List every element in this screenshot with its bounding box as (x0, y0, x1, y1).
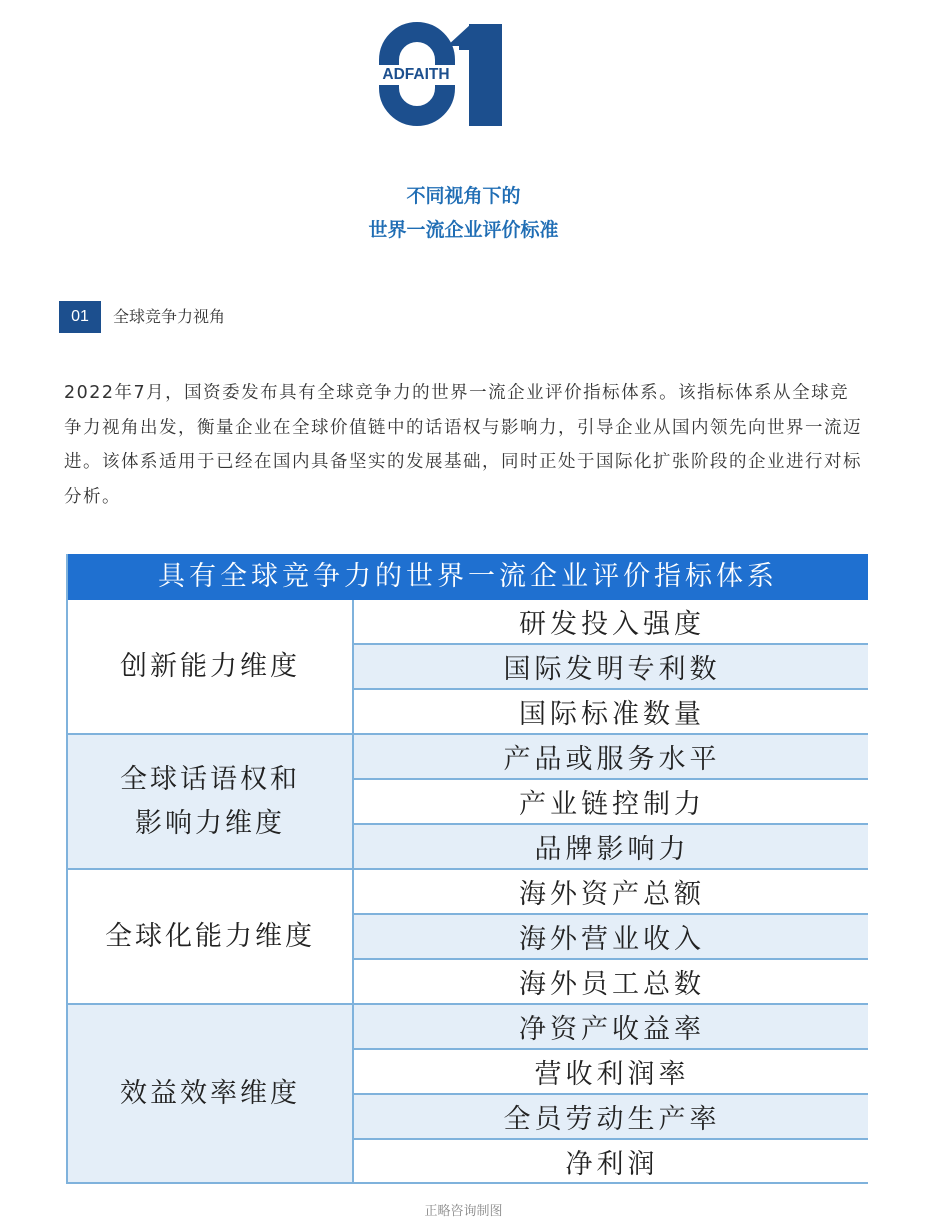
dimension-cell (68, 735, 354, 870)
indicator-table (66, 554, 868, 1184)
section-label: 全球竞争力视角 (113, 307, 226, 326)
dimension-label: 效益效率维度 (120, 1078, 300, 1109)
dimension-cell (68, 870, 354, 1005)
section-number-badge: 01 (59, 301, 101, 333)
heading-line-1: 不同视角下的 (406, 185, 521, 207)
indicator-cell: 营收利润率 (354, 1050, 868, 1095)
indicator-cell: 净利润 (354, 1140, 868, 1184)
indicator-cell: 产业链控制力 (354, 780, 868, 825)
dimension-cell (68, 1005, 354, 1184)
intro-paragraph: 2022年7月，国资委发布具有全球竞争力的世界一流企业评价指标体系。该指标体系从全球竞争力视角出发，衡量企业在全球价值链中的话语权与影响力，引导企业从国内领先向世界一流迈进。该体系适用于已经在国内具备坚实的发展基础，同时正处于国际化扩张阶段的企业进行对标分析。 (64, 383, 862, 507)
heading-line-2: 世界一流企业评价标准 (368, 219, 559, 241)
indicator-cell: 国际发明专利数 (354, 645, 868, 690)
dimension-label: 全球化能力维度 (105, 920, 315, 952)
logo-brand-text: ADFAITH (373, 65, 459, 85)
dimension-cell (68, 600, 354, 735)
indicator-cell: 国际标准数量 (354, 690, 868, 735)
indicator-cell: 海外资产总额 (354, 870, 868, 915)
indicator-cell: 品牌影响力 (354, 825, 868, 870)
dimension-label: 创新能力维度 (120, 650, 300, 682)
logo-digit-one (469, 24, 502, 126)
indicator-cell: 产品或服务水平 (354, 735, 868, 780)
dimension-label: 全球话语权和 影响力维度 (120, 763, 300, 839)
adfaith-logo (375, 22, 535, 132)
indicator-cell: 全员劳动生产率 (354, 1095, 868, 1140)
table-title: 具有全球竞争力的世界一流企业评价指标体系 (68, 554, 868, 600)
indicator-cell: 研发投入强度 (354, 600, 868, 645)
figure-caption: 正略咨询制图 (424, 1204, 503, 1219)
indicator-cell: 海外营业收入 (354, 915, 868, 960)
indicator-cell: 净资产收益率 (354, 1005, 868, 1050)
indicator-cell: 海外员工总数 (354, 960, 868, 1005)
